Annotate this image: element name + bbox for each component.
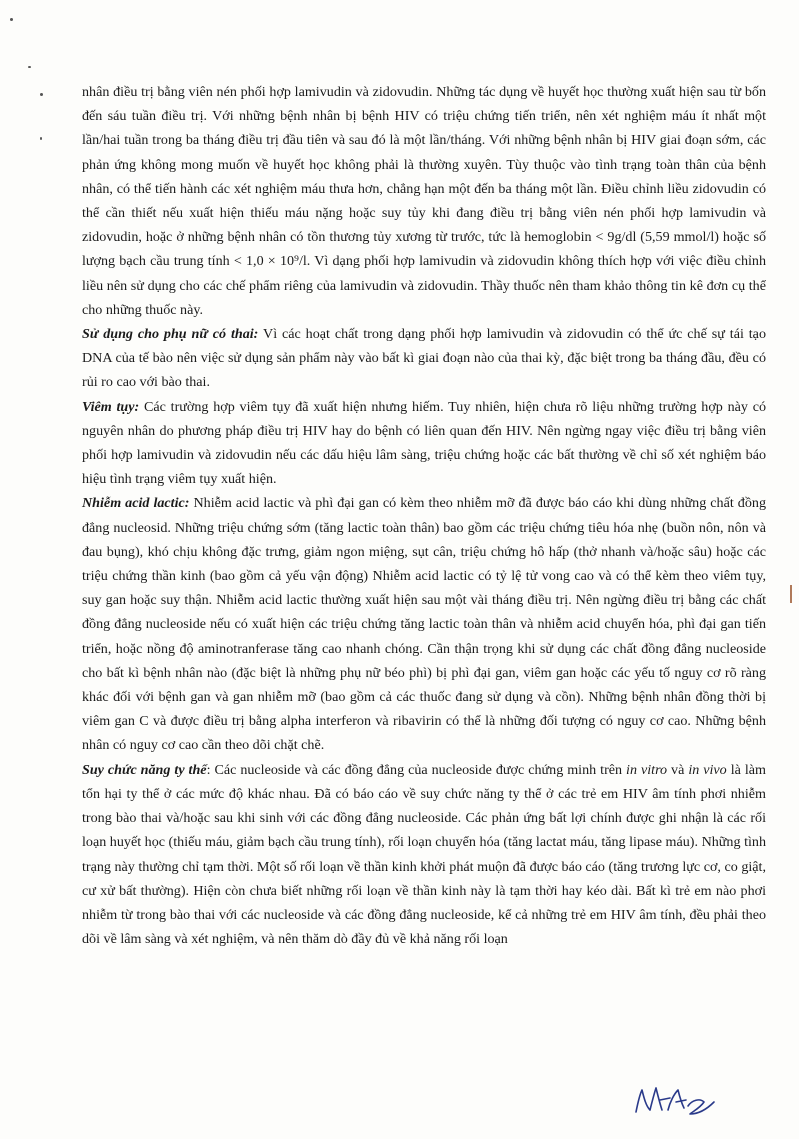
document-body: [82, 80, 766, 951]
paragraph-text: và: [667, 761, 689, 778]
italic-term: in vivo: [688, 761, 727, 778]
scan-speck: [10, 18, 13, 21]
paragraph-text: Vì các hoạt chất trong dạng phối hợp lamivudin và zidovudin có thể ức chế sự tái tạo DNA của tế bào nên việc sử dụng sản phẩm này vào bất kì giai đoạn nào của thai kỳ, đặc biệt trong ba tháng đầu, đều có rủi ro cao với bào thai.: [82, 326, 766, 391]
italic-term: in vitro: [626, 761, 668, 778]
paragraph-text: nhân điều trị bằng viên nén phối hợp lamivudin và zidovudin. Những tác dụng về huyết học thường xuất hiện sau từ bốn đến sáu tuần điều trị. Với những bệnh nhân bị bệnh HIV có triệu chứng tiến triển, nên xét nghiệm máu ít nhất một lần/hai tuần trong ba tháng điều trị đầu tiên và sau đó là một lần/tháng. Với những bệnh nhân bị HIV giai đoạn sớm, các phản ứng không mong muốn về huyết học không phải là thường xuyên. Tùy thuộc vào tình trạng toàn thân của bệnh nhân, có thể tiến hành các xét nghiệm máu thưa hơn, chẳng hạn một đến ba tháng một lần. Điều chỉnh liều zidovudin có thể cần thiết nếu xuất hiện thiếu máu nặng hoặc suy tủy khi đang điều trị bằng viên nén phối hợp lamivudin và zidovudin, hoặc ở những bệnh nhân có tồn thương tủy xương từ trước, tức là hemoglobin < 9g/dl (5,59 mmol/l) hoặc số lượng bạch cầu trung tính < 1,0 × 10⁹/l. Vì dạng phối hợp lamivudin và zidovudin không thích hợp với việc điều chỉnh liều nên sử dụng cho các chế phẩm riêng của lamivudin và zidovudin. Thầy thuốc nên tham khảo thông tin kê đơn cụ thể cho những thuốc này.: [82, 84, 766, 318]
paragraph-text: Các trường hợp viêm tụy đã xuất hiện nhưng hiếm. Tuy nhiên, hiện chưa rõ liệu những trường hợp này có nguyên nhân do phương pháp điều trị HIV hay do bệnh có liên quan đến HIV. Nên ngừng ngay việc điều trị bằng viên phối hợp lamivudin và zidovudin nếu các dấu hiệu lâm sàng, triệu chứng hoặc các bất thường về chỉ số xét nghiệm báo hiệu tình trạng viêm tụy xuất hiện.: [82, 398, 766, 488]
scan-speck: [40, 93, 43, 96]
section-heading: Sử dụng cho phụ nữ có thai:: [82, 326, 259, 343]
scan-edge-mark: [790, 585, 792, 603]
paragraph-text: : Các nucleoside và các đồng đẳng của nucleoside được chứng minh trên: [206, 761, 627, 778]
initials-signature: [630, 1080, 720, 1120]
paragraph-text: Nhiễm acid lactic và phì đại gan có kèm theo nhiễm mỡ đã được báo cáo khi dùng những chất đồng đẳng nucleosid. Những triệu chứng sớm (tăng lactic toàn thân) bao gồm các triệu chứng tiêu hóa nhẹ (buồn nôn, nôn và đau bụng), khó chịu không đặc trưng, giảm ngon miệng, sụt cân, triệu chứng hô hấp (thở nhanh và/hoặc sâu) hoặc các triệu chứng thần kinh (bao gồm cả yếu vận động) Nhiễm acid lactic có tỷ lệ tử vong cao và có thể kèm theo viêm tụy, suy gan hoặc suy thận. Nhiễm acid lactic thường xuất hiện sau một vài tháng điều trị. Nên ngừng điều trị bằng các chất đồng đẳng nucleoside nếu có xuất hiện các triệu chứng tăng lactic toàn thân và nhiễm acid chuyển hóa, phì đại gan tiến triển, hoặc nồng độ aminotranferase tăng cao nhanh chóng. Cần thận trọng khi sử dụng các chất đồng đẳng nucleoside cho bất kì bệnh nhân nào (đặc biệt là những phụ nữ béo phì) bị phì đại gan, viêm gan hoặc các yếu tố nguy cơ rõ ràng khác đối với bệnh gan và gan nhiễm mỡ (bao gồm cả các thuốc đang sử dụng và cồn). Những bệnh nhân đồng thời bị viêm gan C và được điều trị bằng alpha interferon và ribavirin có thể là những đối tượng có nguy cơ cao. Những bệnh nhân có nguy cơ cao cần theo dõi chặt chẽ.: [82, 495, 766, 754]
paragraph-hematology: [82, 80, 766, 322]
scan-speck: [28, 66, 31, 68]
paragraph-text: là làm tổn hại ty thể ở các mức độ khác nhau. Đã có báo cáo về suy chức năng ty thể ở các trẻ em HIV âm tính phơi nhiễm trong bào thai và/hoặc sau khi sinh với các đồng đẳng nucleoside. Các phản ứng bất lợi chính được ghi nhận là các rối loạn huyết học (thiếu máu, giảm bạch cầu trung tính), rối loạn chuyển hóa (tăng lactat máu, tăng lipase máu). Những tình trạng này thường chỉ tạm thời. Một số rối loạn về thần kinh khởi phát muộn đã được báo cáo (tăng trương lực cơ, co giật, cư xử bất thường). Hiện còn chưa biết những rối loạn về thần kinh này là tạm thời hay kéo dài. Bất kì trẻ em nào phơi nhiễm từ trong bào thai với các nucleoside và các đồng đẳng nucleoside, kể cả những trẻ em HIV âm tính, đều phải theo dõi về lâm sàng và xét nghiệm, và nên thăm dò đầy đủ về khả năng rối loạn: [82, 761, 766, 948]
section-heading: Viêm tụy:: [82, 398, 140, 415]
scan-speck: [40, 137, 42, 140]
paragraph-mitochondrial: [82, 758, 766, 952]
paragraph-pancreatitis: [82, 395, 766, 492]
paragraph-lactic-acidosis: [82, 491, 766, 757]
paragraph-pregnancy: [82, 322, 766, 395]
section-heading: Nhiễm acid lactic:: [82, 495, 190, 512]
section-heading: Suy chức năng ty thể: [82, 761, 207, 778]
